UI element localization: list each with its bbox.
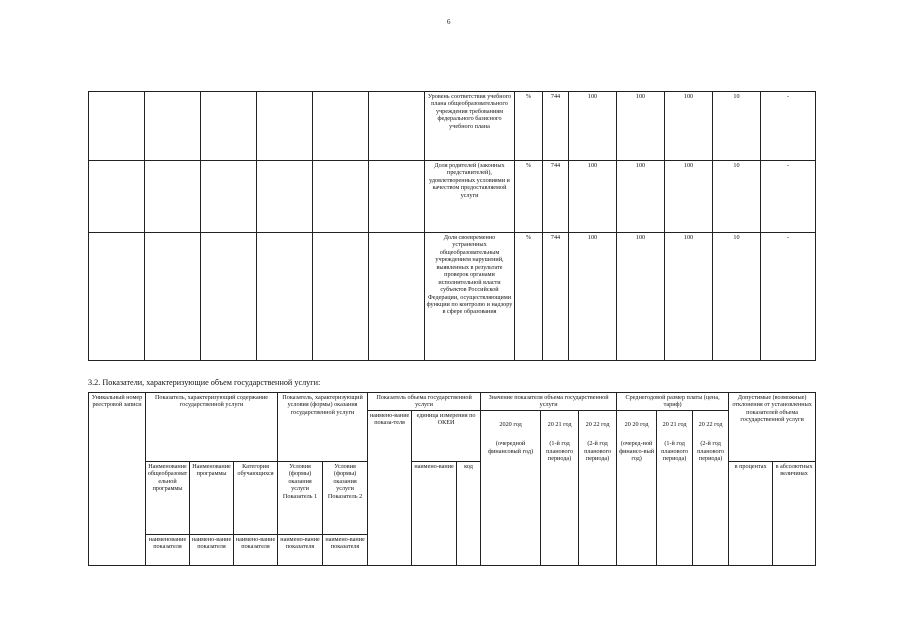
empty-cell bbox=[201, 92, 257, 161]
unit-name-col: наимено-вание bbox=[412, 461, 457, 565]
year-2021-header bbox=[541, 410, 579, 565]
table-row bbox=[89, 92, 816, 161]
content-header: Показатель, характеризующий содержание государственной услуги bbox=[146, 393, 278, 462]
year-2022-header bbox=[579, 410, 617, 565]
year-2020-label: 2020 год bbox=[499, 420, 522, 428]
fee-2022-note: (2-й год планового периода) bbox=[697, 440, 725, 463]
unit-cell: % bbox=[515, 92, 543, 161]
year-2022-label: 20 22 год bbox=[585, 420, 610, 428]
unit-cell: % bbox=[515, 161, 543, 233]
year-2020-note: (очередной финансовый год) bbox=[488, 440, 534, 455]
name-col: Наименование программы bbox=[190, 461, 234, 534]
value-2022: 100 bbox=[665, 92, 713, 161]
indicator-name-sub: наимено-вание показателя bbox=[323, 535, 368, 566]
empty-cell bbox=[257, 92, 313, 161]
value-2020: 100 bbox=[569, 161, 617, 233]
value-header: Значение показателя объема государственной услуги bbox=[481, 393, 617, 411]
okei-cell: 744 bbox=[543, 92, 569, 161]
fee-2021-header bbox=[657, 410, 693, 565]
deviation-pct: 10 bbox=[713, 161, 761, 233]
empty-cell bbox=[89, 233, 145, 361]
empty-cell bbox=[369, 92, 425, 161]
empty-cell bbox=[145, 161, 201, 233]
value-2022: 100 bbox=[665, 233, 713, 361]
empty-cell bbox=[201, 233, 257, 361]
fee-2020-label: 20 20 год bbox=[624, 420, 649, 428]
okei-cell: 744 bbox=[543, 161, 569, 233]
unit-cell: % bbox=[515, 233, 543, 361]
value-2020: 100 bbox=[569, 233, 617, 361]
fee-2021-label: 20 21 год bbox=[662, 420, 687, 428]
empty-cell bbox=[89, 92, 145, 161]
indicator-name-sub: наимено-вание показателя bbox=[278, 535, 323, 566]
deviation-abs: - bbox=[761, 233, 816, 361]
value-2022: 100 bbox=[665, 161, 713, 233]
empty-cell bbox=[369, 233, 425, 361]
header-row bbox=[89, 393, 816, 411]
conditions-header: Показатель, характеризующий условия (формы) оказания государственной услуги bbox=[278, 393, 368, 462]
year-2020-header bbox=[481, 410, 541, 565]
page-number: 6 bbox=[447, 18, 451, 26]
empty-cell bbox=[145, 92, 201, 161]
indicator-name-header: наимено-вание показа-теля bbox=[368, 410, 412, 565]
section-title: 3.2. Показатели, характеризующие объем государственной услуги: bbox=[88, 378, 321, 387]
year-2022-note: (2-й год планового периода) bbox=[584, 440, 612, 463]
value-2021: 100 bbox=[617, 233, 665, 361]
indicator-name-sub: наимено-вание показателя bbox=[190, 535, 234, 566]
empty-cell bbox=[201, 161, 257, 233]
empty-cell bbox=[89, 161, 145, 233]
fee-2020-note: (очеред-ной финансо-вый год) bbox=[619, 440, 655, 463]
deviation-pct: 10 bbox=[713, 92, 761, 161]
value-2021: 100 bbox=[617, 161, 665, 233]
year-2021-note: (1-й год планового периода) bbox=[546, 440, 574, 463]
fee-2020-header bbox=[617, 410, 657, 565]
registry-header: Уникальный номер реестровой записи bbox=[89, 393, 146, 566]
deviation-abs: - bbox=[761, 92, 816, 161]
okei-cell: 744 bbox=[543, 233, 569, 361]
fee-2022-label: 20 22 год bbox=[698, 420, 723, 428]
fee-2022-header bbox=[693, 410, 729, 565]
empty-cell bbox=[313, 92, 369, 161]
indicator-name: Уровень соответствия учебного плана общеобразовательного учреждения требованиям федерального базисного учебного плана bbox=[425, 92, 515, 161]
deviation-abs-col: в абсолютных величинах bbox=[773, 461, 816, 565]
volume-header: Показатель объема государственной услуги bbox=[368, 393, 481, 411]
cond1-col: Условия (формы) оказания услуги Показатель 1 bbox=[278, 461, 323, 534]
empty-cell bbox=[369, 161, 425, 233]
value-2021: 100 bbox=[617, 92, 665, 161]
indicator-name: Доля родителей (законных представителей), удовлетворенных условиями и качеством предоставляемой услуги bbox=[425, 161, 515, 233]
empty-cell bbox=[313, 233, 369, 361]
unit-header: единица измерения по ОКЕИ bbox=[412, 410, 481, 461]
unit-code-col: код bbox=[457, 461, 481, 565]
deviation-pct: 10 bbox=[713, 233, 761, 361]
cond2-col: Условия (формы) оказания услуги Показатель 2 bbox=[323, 461, 368, 534]
category-col: Категория обучающихся bbox=[234, 461, 278, 534]
indicator-name-sub: наименование показателя bbox=[146, 535, 190, 566]
empty-cell bbox=[257, 233, 313, 361]
value-2020: 100 bbox=[569, 92, 617, 161]
fee-2021-note: (1-й год планового периода) bbox=[661, 440, 689, 463]
deviation-header: Допустимые (возможные) отклонения от установленных показателей объема государственной услуги bbox=[729, 393, 816, 462]
quality-indicators-table bbox=[88, 91, 816, 361]
table-row bbox=[89, 161, 816, 233]
deviation-pct-col: в процентах bbox=[729, 461, 773, 565]
year-2021-label: 20 21 год bbox=[547, 420, 572, 428]
indicator-name: Доля своевременно устраненных общеобразовательным учреждением нарушений, выявленных в результате проверок органами исполнительной власти субъектов Российской Федерации, осуществляющими функции по контролю и надзору в сфере образования bbox=[425, 233, 515, 361]
empty-cell bbox=[257, 161, 313, 233]
empty-cell bbox=[145, 233, 201, 361]
indicator-name-sub: наимено-вание показателя bbox=[234, 535, 278, 566]
program-col: Наименование общеобразовательной программы bbox=[146, 461, 190, 534]
fee-header: Среднегодовой размер платы (цена, тариф) bbox=[617, 393, 729, 411]
deviation-abs: - bbox=[761, 161, 816, 233]
table-row bbox=[89, 233, 816, 361]
volume-indicators-table bbox=[88, 392, 816, 566]
empty-cell bbox=[313, 161, 369, 233]
